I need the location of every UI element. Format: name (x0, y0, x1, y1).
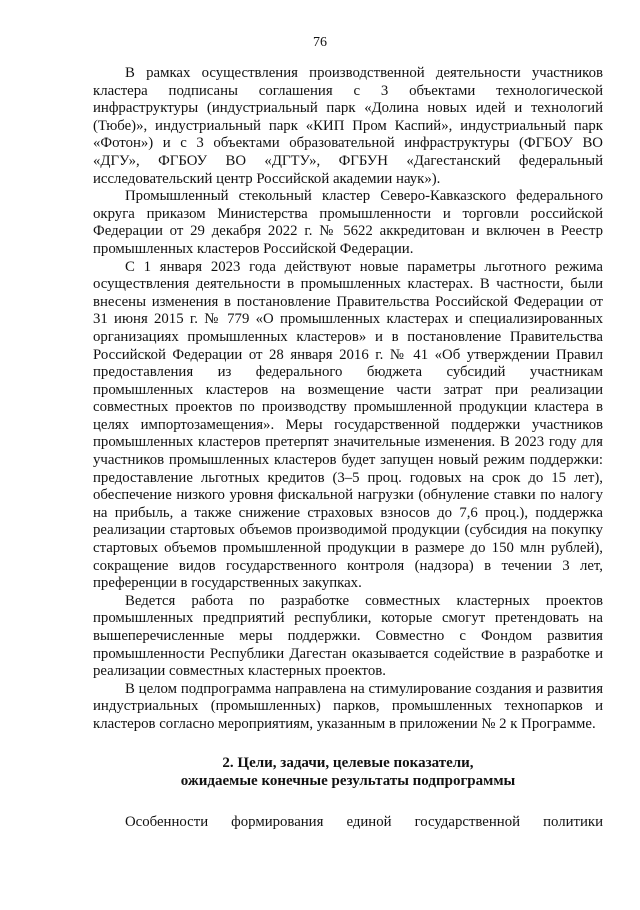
page-number: 76 (313, 35, 327, 50)
section-heading-line-2: ожидаемые конечные результаты подпрограммы (180, 772, 516, 789)
paragraph-joint-projects: Ведется работа по разработке совместных кластерных проектов промышленных предприятий республики, которые смогут претендовать на вышеперечисленные меры поддержки. Совместно с Фондом развития промышленности Республики Дагестан оказывается содействие в разработке и реализации совместных кластерных проектов. (93, 592, 603, 680)
paragraph-preferential-regime: С 1 января 2023 года действуют новые параметры льготного режима осуществления деятельности в промышленных кластерах. В частности, были внесены изменения в постановление Правительства Российской Федерации от 31 июня 2015 г. № 779 «О промышленных кластерах и специализированных организациях промышленных кластеров» и в постановление Правительства Российской Федерации от 28 января 2016 г. № 41 «Об утверждении Правил предоставления из федерального бюджета субсидий участникам промышленных кластеров на возмещение части затрат при реализации совместных проектов по производству промышленной продукции кластера в целях импортозамещения». Меры государственной поддержки участников промышленных кластеров претерпят значительные изменения. В 2023 году для участников промышленных кластеров будет запущен новый режим поддержки: предоставление льготных кредитов (3–5 проц. годовых на срок до 15 лет), обеспечение низкого уровня фискальной нагрузки (обнуление ставки по налогу на прибыль, а также снижение страховых взносов до 7,6 проц.), поддержка реализации стартовых объемов производимой продукции (субсидия на покупку стартовых объемов промышленной продукции в размере до 150 млн рублей), сокращение видов государственного контроля (надзора) в течении 3 лет, преференции в государственных закупках. (93, 258, 603, 592)
paragraph-policy-features: Особенности формирования единой государственной политики (125, 813, 603, 830)
document-body (93, 65, 603, 846)
paragraph-glass-cluster: Промышленный стекольный кластер Северо-Кавказского федерального округа приказом Министерства промышленности и торговли российской Федерации от 29 декабря 2022 г. № 5622 аккредитован и включен в Реестр промышленных кластеров Российской Федерации. (93, 188, 603, 257)
paragraph-subprogram-summary: В целом подпрограмма направлена на стимулирование создания и развития индустриальных (промышленных) парков, промышленных технопарков и кластеров согласно мероприятиям, указанным в приложении № 2 к Программе. (93, 680, 603, 732)
paragraph-cluster-agreements: В рамках осуществления производственной деятельности участников кластера подписаны соглашения с 3 объектами технологической инфраструктуры (индустриальный парк «Долина новых идей и технологий (Тюбе)», индустриальный парк «КИП Пром Каспий», индустриальный парк «Фотон») и с 3 объектами образовательной инфраструктуры (ФГБОУ ВО «ДГУ», ФГБОУ ВО «ДГТУ», ФГБУН «Дагестанский федеральный исследовательский центр Российской академии наук»). (93, 65, 603, 187)
section-heading (93, 754, 603, 790)
section-heading-line-1: 2. Цели, задачи, целевые показатели, (222, 754, 474, 771)
